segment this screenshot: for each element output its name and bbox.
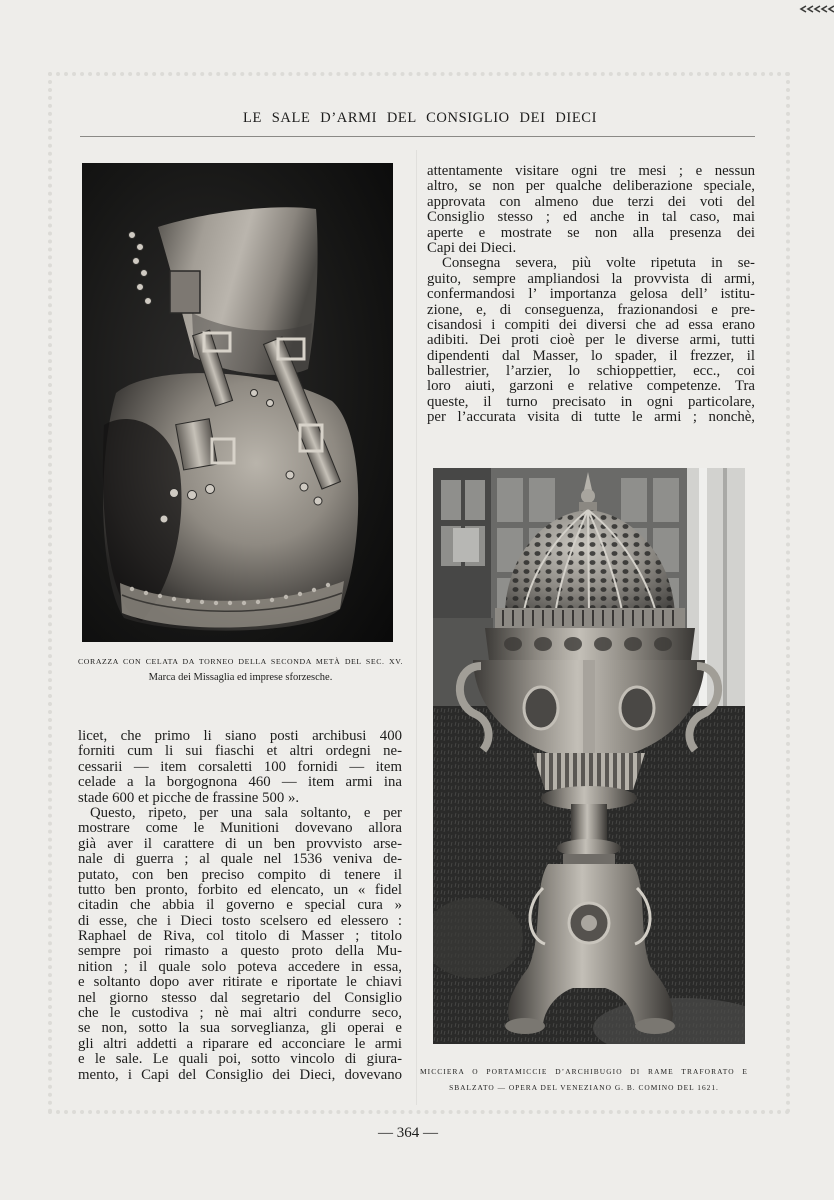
text-line: attentamente visitare ogni tre mesi ; e nessun <box>427 163 755 179</box>
text-line: approvata con almeno due terzi dei voti del <box>427 193 755 210</box>
text-line: di esse, che i Dieci tosto scelsero ed elessero : <box>78 912 402 929</box>
text-line: nel giorno stesso dal segretario del Consiglio <box>78 989 402 1006</box>
text-line: Capi dei Dieci. <box>427 239 517 256</box>
text-line: nition ; il quale solo poteva accedere in essa, <box>78 958 402 975</box>
page-number: — 364 — <box>378 1125 438 1141</box>
text-line: per l’accurata visita di tutte le armi ; nonchè, <box>427 409 755 426</box>
text-line: stade 600 et picche de frassine 500 ». <box>78 789 300 806</box>
text-line: cessarii — item corsaletti 100 fornidi — item <box>78 758 402 775</box>
figure-caption-subtitle: Marca dei Missaglia ed imprese sforzesche. <box>148 672 333 683</box>
text-line: e le sale. Le quali poi, sotto vincolo di giura- <box>78 1051 402 1068</box>
text-line: che le custodiva ; nè mai altri condurre seco, <box>78 1005 402 1022</box>
text-line: se non, sotto la sua sorveglianza, gli operai e <box>78 1020 402 1037</box>
header-rule <box>80 136 755 137</box>
text-line: confermandosi l’ importanza gelosa dell’ istitu- <box>427 286 755 303</box>
text-line: aperte e mostrate se non alla presenza dei <box>427 224 755 241</box>
text-line: ballestrier, l’arzier, lo schioppettier, ecc., coi <box>427 363 755 380</box>
scan-edge-mark <box>798 1 834 11</box>
text-line: e soltanto dopo aver ritirate e riportate le chiavi <box>78 974 402 991</box>
text-line: licet, che primo li siano posti archibusi 400 <box>78 728 402 744</box>
text-line: guito, sempre ampliandosi la provvista di armi, <box>427 270 755 287</box>
text-line: citadin che abbia il governo e special cura » <box>78 897 402 914</box>
text-line: forniti cum li sui fiaschi et altri ordegni ne- <box>78 743 402 760</box>
running-title: LE SALE D’ARMI DEL CONSIGLIO DEI DIECI <box>243 110 597 126</box>
text-line: zione, e, di conseguenza, frazionandosi e pre- <box>427 301 755 318</box>
micciera-photo <box>433 468 745 1044</box>
text-line: loro aiuti, garzoni e relative competenze. Tra <box>427 378 755 395</box>
text-line: queste, il turno precisato in ogni particolare, <box>427 393 755 410</box>
text-line: Questo, ripeto, per una sala soltanto, e per <box>90 804 402 821</box>
column-gutter-rule <box>416 150 417 1105</box>
text-line: dipendenti dal Masser, lo spader, il frezzer, il <box>427 347 755 364</box>
left-text-column <box>78 729 402 1083</box>
text-line: già aver il carattere di un ben provvisto arse- <box>78 835 402 852</box>
figure-caption-title: CORAZZA CON CELATA DA TORNEO DELLA SECONDA METÀ DEL SEC. XV. <box>78 657 403 666</box>
text-line: celade a la borgognona 460 — item armi ina <box>78 774 402 791</box>
text-line: altro, se non per qualche deliberazione speciale, <box>427 178 755 195</box>
armor-photo <box>82 163 393 642</box>
text-line: sempre poi rimasto a questo proto della Mu- <box>78 943 402 960</box>
text-line: Consegna severa, più volte ripetuta in se- <box>442 255 755 272</box>
right-text-column <box>427 164 755 426</box>
text-line: cisandosi i compiti dei diversi che ad essa erano <box>427 316 755 333</box>
text-line: putato, con ben preciso compito di tenere il <box>78 866 402 883</box>
text-line: adibiti. Dei proti cioè per le diverse armi, tutti <box>427 332 755 349</box>
text-line: tutto ben pronto, forbito ed elencato, un « fidel <box>78 881 402 898</box>
text-line: gli altri addetti a riparare ed acconciare le armi <box>78 1035 402 1052</box>
figure-caption-title: MICCIERA O PORTAMICCIE D’ARCHIBUGIO DI RAME TRAFORATO E <box>420 1067 748 1076</box>
text-line: Raphael de Riva, col titolo di Masser ; titolo <box>78 928 402 945</box>
text-line: mostrare come le Munitioni dovevano allora <box>78 820 402 837</box>
text-line: nale di guerra ; al quale nel 1536 veniva de- <box>78 851 402 868</box>
text-line: Consiglio stesso ; ed anche in tal caso, mai <box>427 209 755 226</box>
figure-caption-subtitle: SBALZATO — OPERA DEL VENEZIANO G. B. COMINO DEL 1621. <box>449 1083 719 1092</box>
text-line: mento, i Capi del Consiglio dei Dieci, dovevano <box>78 1066 402 1083</box>
